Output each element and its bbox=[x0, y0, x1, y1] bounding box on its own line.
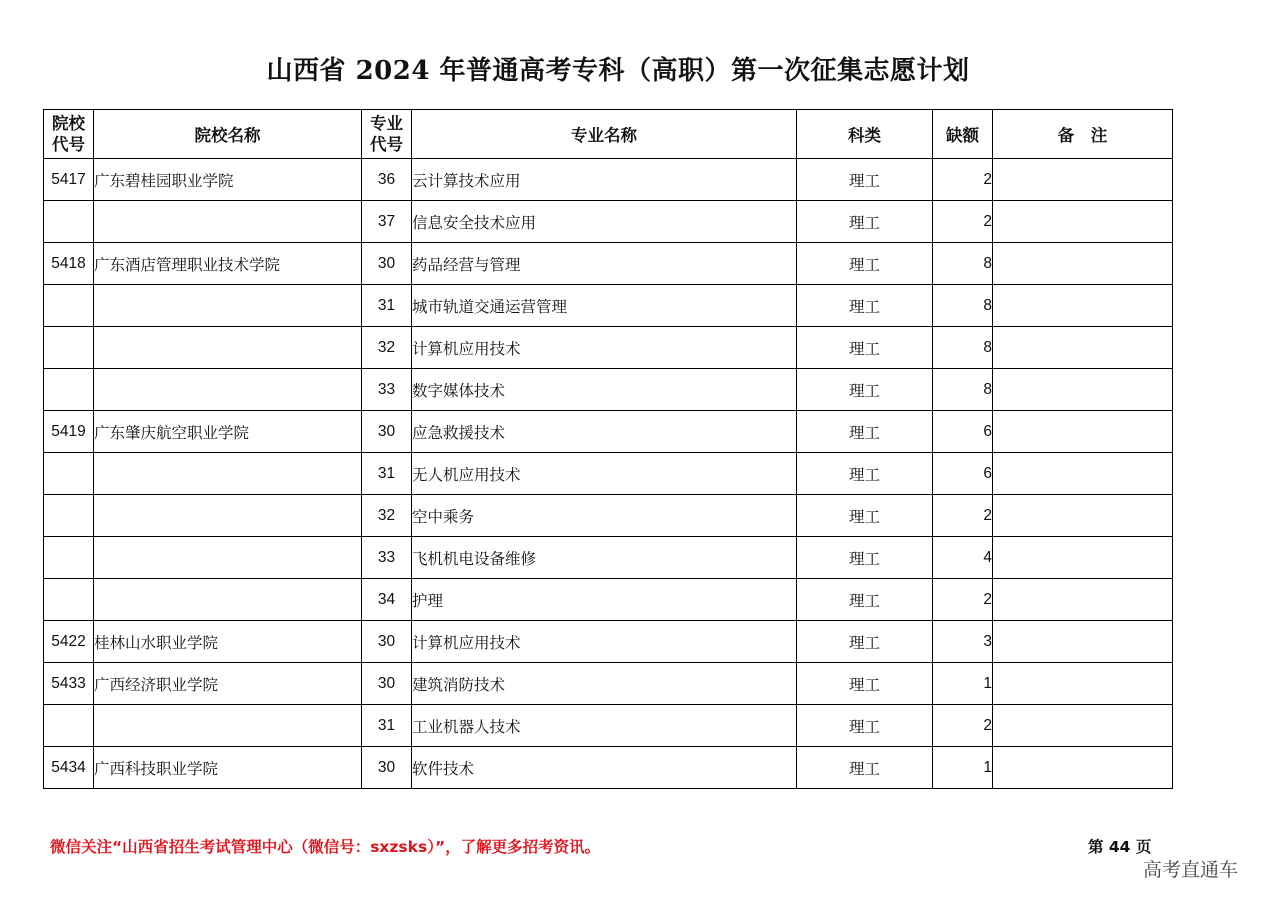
major-name-cell: 计算机应用技术 bbox=[412, 621, 797, 663]
school-code-cell bbox=[44, 285, 94, 327]
school-name-cell bbox=[94, 453, 362, 495]
major-code-cell: 34 bbox=[362, 579, 412, 621]
major-name-cell: 工业机器人技术 bbox=[412, 705, 797, 747]
category-cell: 理工 bbox=[797, 579, 933, 621]
category-cell: 理工 bbox=[797, 243, 933, 285]
remarks-cell bbox=[993, 621, 1173, 663]
school-name-cell bbox=[94, 537, 362, 579]
school-code-cell bbox=[44, 537, 94, 579]
category-cell: 理工 bbox=[797, 453, 933, 495]
major-code-cell: 30 bbox=[362, 621, 412, 663]
table-row bbox=[44, 495, 1173, 537]
category-cell: 理工 bbox=[797, 705, 933, 747]
header-major-code: 专业 代号 bbox=[362, 110, 412, 159]
shortage-cell: 2 bbox=[933, 159, 993, 201]
remarks-cell bbox=[993, 327, 1173, 369]
document-title: 山西省 2024 年普通高考专科（高职）第一次征集志愿计划 bbox=[266, 56, 970, 86]
wechat-notice: 微信关注“山西省招生考试管理中心（微信号：sxzsks）”，了解更多招考资讯。 bbox=[50, 838, 601, 856]
major-code-cell: 30 bbox=[362, 747, 412, 789]
major-code-cell: 31 bbox=[362, 453, 412, 495]
shortage-cell: 2 bbox=[933, 495, 993, 537]
shortage-cell: 8 bbox=[933, 369, 993, 411]
remarks-cell bbox=[993, 579, 1173, 621]
school-code-cell: 5419 bbox=[44, 411, 94, 453]
header-shortage: 缺额 bbox=[933, 110, 993, 159]
category-cell: 理工 bbox=[797, 327, 933, 369]
school-code-cell: 5433 bbox=[44, 663, 94, 705]
remarks-cell bbox=[993, 159, 1173, 201]
table-row bbox=[44, 285, 1173, 327]
school-code-cell: 5422 bbox=[44, 621, 94, 663]
major-name-cell: 计算机应用技术 bbox=[412, 327, 797, 369]
table-row bbox=[44, 159, 1173, 201]
major-name-cell: 药品经营与管理 bbox=[412, 243, 797, 285]
shortage-cell: 6 bbox=[933, 411, 993, 453]
school-name-cell: 广东肇庆航空职业学院 bbox=[94, 411, 362, 453]
table-header-row bbox=[44, 110, 1173, 159]
major-name-cell: 建筑消防技术 bbox=[412, 663, 797, 705]
remarks-cell bbox=[993, 663, 1173, 705]
remarks-cell bbox=[993, 747, 1173, 789]
school-name-cell: 广西经济职业学院 bbox=[94, 663, 362, 705]
school-code-cell bbox=[44, 453, 94, 495]
school-code-cell bbox=[44, 369, 94, 411]
school-name-cell: 广东酒店管理职业技术学院 bbox=[94, 243, 362, 285]
shortage-cell: 2 bbox=[933, 201, 993, 243]
category-cell: 理工 bbox=[797, 201, 933, 243]
enrollment-plan-table bbox=[43, 109, 1173, 789]
table-row bbox=[44, 243, 1173, 285]
major-code-cell: 37 bbox=[362, 201, 412, 243]
major-code-cell: 32 bbox=[362, 327, 412, 369]
header-major-name: 专业名称 bbox=[412, 110, 797, 159]
major-name-cell: 云计算技术应用 bbox=[412, 159, 797, 201]
shortage-cell: 1 bbox=[933, 663, 993, 705]
major-code-cell: 32 bbox=[362, 495, 412, 537]
table-row bbox=[44, 369, 1173, 411]
shortage-cell: 2 bbox=[933, 705, 993, 747]
school-name-cell bbox=[94, 285, 362, 327]
school-code-cell bbox=[44, 327, 94, 369]
remarks-cell bbox=[993, 369, 1173, 411]
shortage-cell: 3 bbox=[933, 621, 993, 663]
school-name-cell bbox=[94, 201, 362, 243]
remarks-cell bbox=[993, 453, 1173, 495]
remarks-cell bbox=[993, 495, 1173, 537]
table-row bbox=[44, 747, 1173, 789]
shortage-cell: 8 bbox=[933, 243, 993, 285]
school-name-cell bbox=[94, 327, 362, 369]
category-cell: 理工 bbox=[797, 537, 933, 579]
header-category: 科类 bbox=[797, 110, 933, 159]
category-cell: 理工 bbox=[797, 663, 933, 705]
table-row bbox=[44, 663, 1173, 705]
major-code-cell: 36 bbox=[362, 159, 412, 201]
shortage-cell: 1 bbox=[933, 747, 993, 789]
major-name-cell: 城市轨道交通运营管理 bbox=[412, 285, 797, 327]
major-name-cell: 飞机机电设备维修 bbox=[412, 537, 797, 579]
major-name-cell: 软件技术 bbox=[412, 747, 797, 789]
school-name-cell: 桂林山水职业学院 bbox=[94, 621, 362, 663]
school-code-cell bbox=[44, 579, 94, 621]
remarks-cell bbox=[993, 243, 1173, 285]
major-code-cell: 33 bbox=[362, 369, 412, 411]
category-cell: 理工 bbox=[797, 159, 933, 201]
major-name-cell: 无人机应用技术 bbox=[412, 453, 797, 495]
remarks-cell bbox=[993, 285, 1173, 327]
school-name-cell: 广东碧桂园职业学院 bbox=[94, 159, 362, 201]
major-name-cell: 护理 bbox=[412, 579, 797, 621]
school-code-cell: 5417 bbox=[44, 159, 94, 201]
school-code-cell bbox=[44, 201, 94, 243]
major-name-cell: 应急救援技术 bbox=[412, 411, 797, 453]
school-name-cell bbox=[94, 705, 362, 747]
shortage-cell: 2 bbox=[933, 579, 993, 621]
table-row bbox=[44, 579, 1173, 621]
watermark: 高考直通车 bbox=[1143, 859, 1239, 881]
category-cell: 理工 bbox=[797, 621, 933, 663]
school-code-cell: 5434 bbox=[44, 747, 94, 789]
major-code-cell: 30 bbox=[362, 663, 412, 705]
table-row bbox=[44, 201, 1173, 243]
page-number: 第 44 页 bbox=[1088, 838, 1152, 856]
header-remarks: 备 注 bbox=[993, 110, 1173, 159]
school-code-cell bbox=[44, 705, 94, 747]
table-row bbox=[44, 621, 1173, 663]
major-code-cell: 33 bbox=[362, 537, 412, 579]
remarks-cell bbox=[993, 705, 1173, 747]
major-name-cell: 信息安全技术应用 bbox=[412, 201, 797, 243]
remarks-cell bbox=[993, 411, 1173, 453]
shortage-cell: 8 bbox=[933, 327, 993, 369]
shortage-cell: 4 bbox=[933, 537, 993, 579]
major-code-cell: 30 bbox=[362, 243, 412, 285]
header-school-name: 院校名称 bbox=[94, 110, 362, 159]
category-cell: 理工 bbox=[797, 285, 933, 327]
category-cell: 理工 bbox=[797, 495, 933, 537]
table-row bbox=[44, 453, 1173, 495]
major-name-cell: 数字媒体技术 bbox=[412, 369, 797, 411]
header-school-code: 院校 代号 bbox=[44, 110, 94, 159]
school-code-cell bbox=[44, 495, 94, 537]
shortage-cell: 8 bbox=[933, 285, 993, 327]
major-code-cell: 31 bbox=[362, 705, 412, 747]
school-name-cell bbox=[94, 369, 362, 411]
remarks-cell bbox=[993, 201, 1173, 243]
major-code-cell: 30 bbox=[362, 411, 412, 453]
table-row bbox=[44, 537, 1173, 579]
school-name-cell: 广西科技职业学院 bbox=[94, 747, 362, 789]
school-code-cell: 5418 bbox=[44, 243, 94, 285]
major-name-cell: 空中乘务 bbox=[412, 495, 797, 537]
school-name-cell bbox=[94, 495, 362, 537]
table-row bbox=[44, 327, 1173, 369]
category-cell: 理工 bbox=[797, 411, 933, 453]
table-row bbox=[44, 705, 1173, 747]
remarks-cell bbox=[993, 537, 1173, 579]
school-name-cell bbox=[94, 579, 362, 621]
table-body bbox=[44, 159, 1173, 789]
category-cell: 理工 bbox=[797, 747, 933, 789]
major-code-cell: 31 bbox=[362, 285, 412, 327]
shortage-cell: 6 bbox=[933, 453, 993, 495]
table-row bbox=[44, 411, 1173, 453]
category-cell: 理工 bbox=[797, 369, 933, 411]
